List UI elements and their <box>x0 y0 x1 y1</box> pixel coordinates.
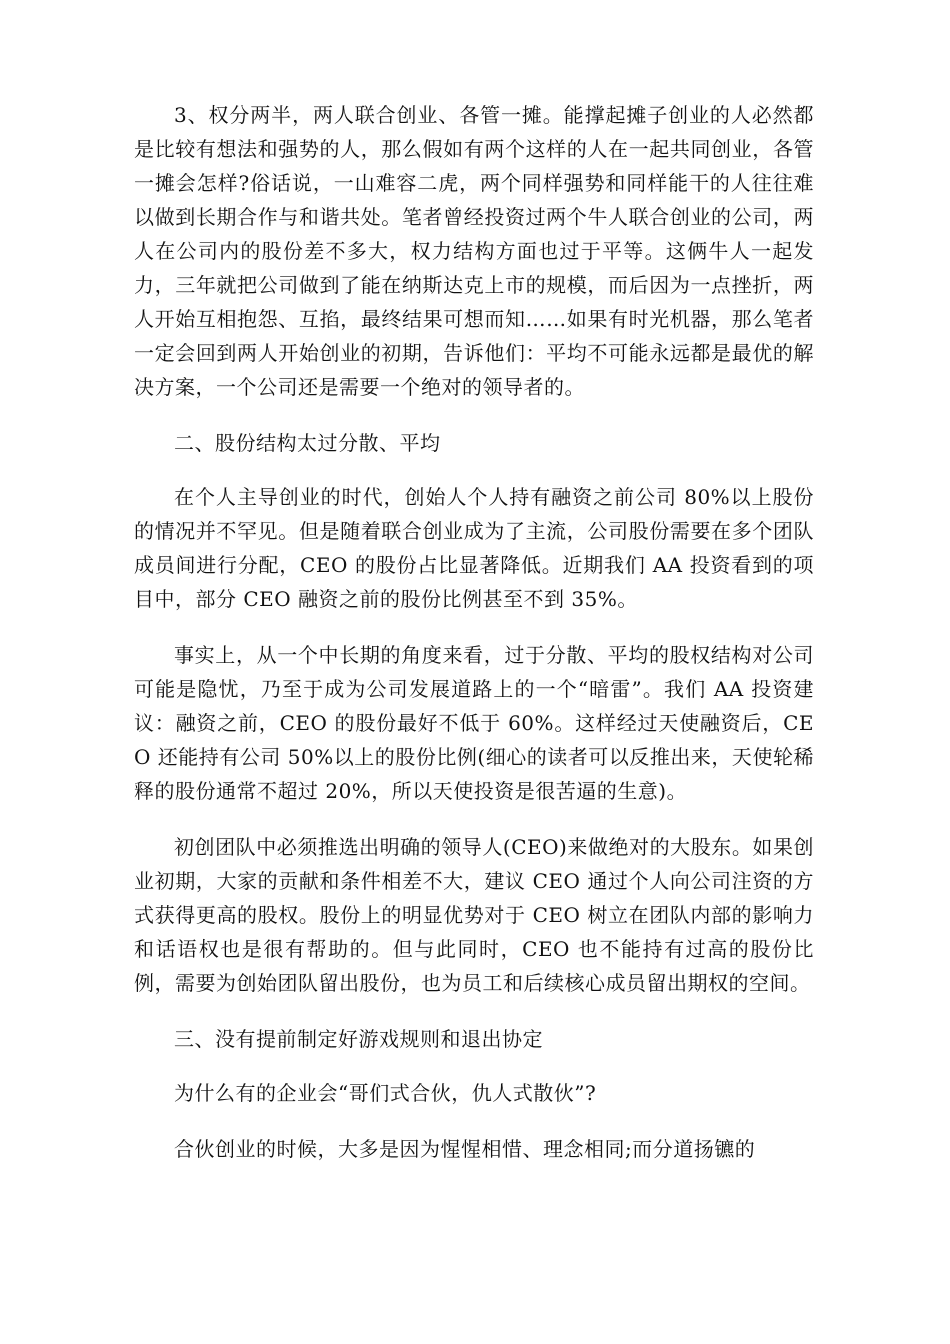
paragraph-equal-partners: 3、权分两半，两人联合创业、各管一摊。能撑起摊子创业的人必然都是比较有想法和强势的人，那么假如有两个这样的人在一起共同创业，各管一摊会怎样?俗话说，一山难容二虎，两个同样强势和同样能干的人往往难以做到长期合作与和谐共处。笔者曾经投资过两个牛人联合创业的公司，两人在公司内的股份差不多大，权力结构方面也过于平等。这俩牛人一起发力，三年就把公司做到了能在纳斯达克上市的规模，而后因为一点挫折，两人开始互相抱怨、互掐，最终结果可想而知……如果有时光机器，那么笔者一定会回到两人开始创业的初期，告诉他们：平均不可能永远都是最优的解决方案，一个公司还是需要一个绝对的领导者的。 <box>134 103 814 399</box>
paragraph-founder-shareholding: 在个人主导创业的时代，创始人个人持有融资之前公司 80%以上股份的情况并不罕见。但是随着联合创业成为了主流，公司股份需要在多个团队成员间进行分配，CEO 的股份占比显著降低。近期我们 AA 投资看到的项目中，部分 CEO 融资之前的股份比例甚至不到 35%。 <box>134 485 814 611</box>
paragraph-ceo-share-advice: 事实上，从一个中长期的角度来看，过于分散、平均的股权结构对公司可能是隐忧，乃至于成为公司发展道路上的一个“暗雷”。我们 AA 投资建议：融资之前，CEO 的股份最好不低于 60%。这样经过天使融资后，CEO 还能持有公司 50%以上的股份比例(细心的读者可以反推出来，天使轮稀释的股份通常不超过 20%，所以天使投资是很苦逼的生意)。 <box>134 643 814 803</box>
document-body <box>134 98 814 1188</box>
paragraph-question: 为什么有的企业会“哥们式合伙，仇人式散伙”? <box>174 1081 597 1105</box>
section-heading-exit-agreement: 三、没有提前制定好游戏规则和退出协定 <box>174 1027 543 1051</box>
paragraph-leader-major-shareholder: 初创团队中必须推选出明确的领导人(CEO)来做绝对的大股东。如果创业初期，大家的贡献和条件相差不大，建议 CEO 通过个人向公司注资的方式获得更高的股权。股份上的明显优势对于 CEO 树立在团队内部的影响力和话语权也是很有帮助的。但与此同时，CEO 也不能持有过高的股份比例，需要为创始团队留出股份，也为员工和后续核心成员留出期权的空间。 <box>134 835 814 995</box>
paragraph-partnership-reason: 合伙创业的时候，大多是因为惺惺相惜、理念相同;而分道扬镳的 <box>174 1137 756 1161</box>
section-heading-equity-dispersion: 二、股份结构太过分散、平均 <box>174 431 441 455</box>
